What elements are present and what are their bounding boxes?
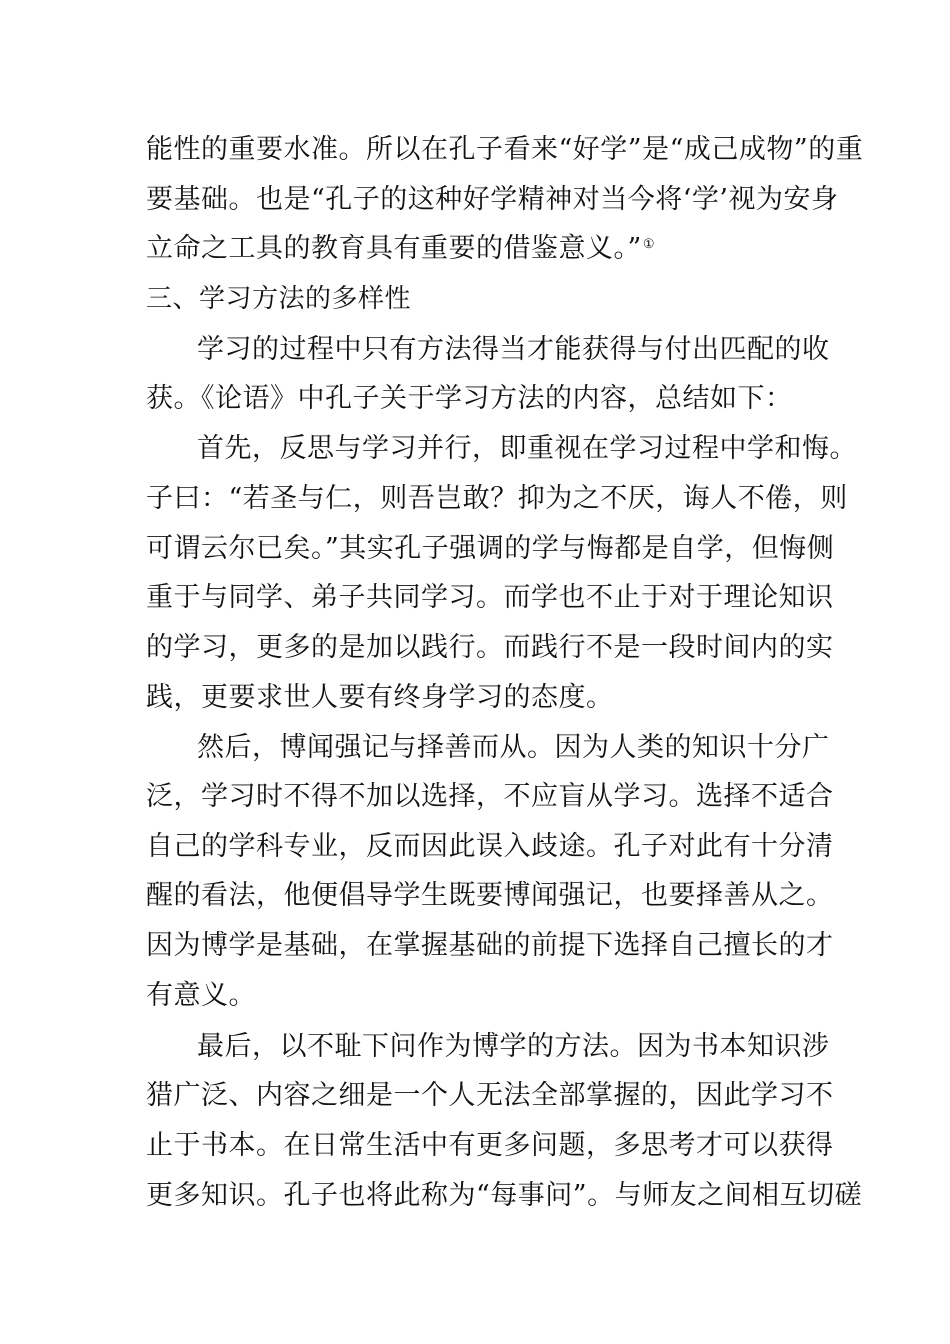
text-line: 猎广泛、内容之细是一个人无法全部掌握的，因此学习不 [146, 1080, 834, 1111]
footnote-marker[interactable]: ① [642, 237, 655, 252]
text-line [146, 233, 655, 265]
text-line: 的学习，更多的是加以践行。而践行不是一段时间内的实 [146, 632, 834, 663]
text-line: 子曰：“若圣与仁，则吾岂敢？抑为之不厌，诲人不倦，则 [146, 483, 848, 514]
text-line: 学习的过程中只有方法得当才能获得与付出匹配的收 [197, 334, 830, 365]
text-line: 践，更要求世人要有终身学习的态度。 [146, 682, 614, 713]
text-line: 获。《论语》中孔子关于学习方法的内容，总结如下： [146, 383, 793, 414]
text-line: 有意义。 [146, 980, 256, 1011]
text-line: 能性的重要水准。所以在孔子看来“好学”是“成己成物”的重 [146, 134, 864, 165]
text-line: 泛，学习时不得不加以选择，不应盲从学习。选择不适合 [146, 781, 834, 812]
text-line: 最后，以不耻下问作为博学的方法。因为书本知识涉 [197, 1031, 830, 1062]
text-line: 更多知识。孔子也将此称为“每事问”。与师友之间相互切磋 [146, 1180, 863, 1211]
text-line: 可谓云尔已矣。”其实孔子强调的学与悔都是自学，但悔侧 [146, 533, 835, 564]
text-line: 首先，反思与学习并行，即重视在学习过程中学和悔。 [197, 433, 857, 464]
text-line: 醒的看法，他便倡导学生既要博闻强记，也要择善从之。 [146, 880, 834, 911]
text-line-content: 立命之工具的教育具有重要的借鉴意义。” [146, 233, 642, 264]
section-heading: 三、学习方法的多样性 [146, 284, 412, 314]
text-line: 因为博学是基础，在掌握基础的前提下选择自己擅长的才 [146, 930, 834, 961]
text-line: 要基础。也是“孔子的这种好学精神对当今将‘学’视为安身 [146, 184, 839, 215]
text-line: 自己的学科专业，反而因此误入歧途。孔子对此有十分清 [146, 831, 834, 862]
text-line: 止于书本。在日常生活中有更多问题，多思考才可以获得 [146, 1130, 834, 1161]
text-line: 重于与同学、弟子共同学习。而学也不止于对于理论知识 [146, 582, 834, 613]
text-line: 然后，博闻强记与择善而从。因为人类的知识十分广 [197, 732, 830, 763]
